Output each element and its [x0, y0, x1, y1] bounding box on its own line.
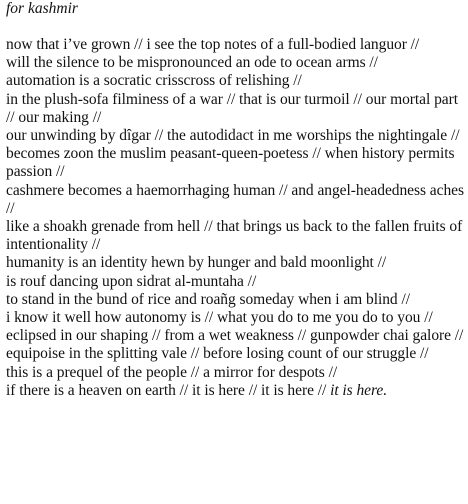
poem-line: cashmere becomes a haemorrhaging human // and angel-headedness aches // [6, 181, 464, 217]
poem-line: becomes zoon the muslim peasant-queen-poetess // when history permits passion // [6, 145, 455, 181]
poem-line: like a shoakh grenade from hell // that brings us back to the fallen fruits of intentionality // [6, 218, 463, 254]
poem-line: is rouf dancing upon sidrat al-muntaha // [6, 272, 257, 290]
poem-line: our unwinding by dîgar // the autodidact in me worships the nightingale // [6, 127, 460, 145]
poem-line: automation is a socratic crisscross of relishing // [6, 72, 302, 90]
poem-line: equipoise in the splitting vale // before losing count of our struggle // [6, 345, 429, 363]
poem-last-line-italic: it is here. [330, 381, 388, 399]
poem-line: will the silence to be mispronounced an ode to ocean arms // [6, 54, 378, 72]
poem-last-line [6, 382, 464, 400]
poem-line: eclipsed in our shaping // from a wet weakness // gunpowder chai galore // [6, 327, 464, 345]
poem-line: humanity is an identity hewn by hunger and bald moonlight // [6, 254, 387, 272]
poem-body [6, 36, 464, 400]
poem-last-line-plain: if there is a heaven on earth // it is here // it is here // [6, 381, 331, 399]
poem-line: to stand in the bund of rice and roañg someday when i am blind // [6, 290, 410, 308]
poem-line: in the plush-sofa filminess of a war // that is our turmoil // our mortal part // our making // [6, 90, 458, 126]
poem-line: now that i’ve grown // i see the top notes of a full-bodied languor // [6, 36, 420, 53]
poem-line: this is a prequel of the people // a mirror for despots // [6, 363, 338, 381]
dedication: for kashmir [6, 0, 78, 17]
poem-line: i know it well how autonomy is // what you do to me you do to you // [6, 309, 433, 327]
poem-page [6, 0, 464, 400]
